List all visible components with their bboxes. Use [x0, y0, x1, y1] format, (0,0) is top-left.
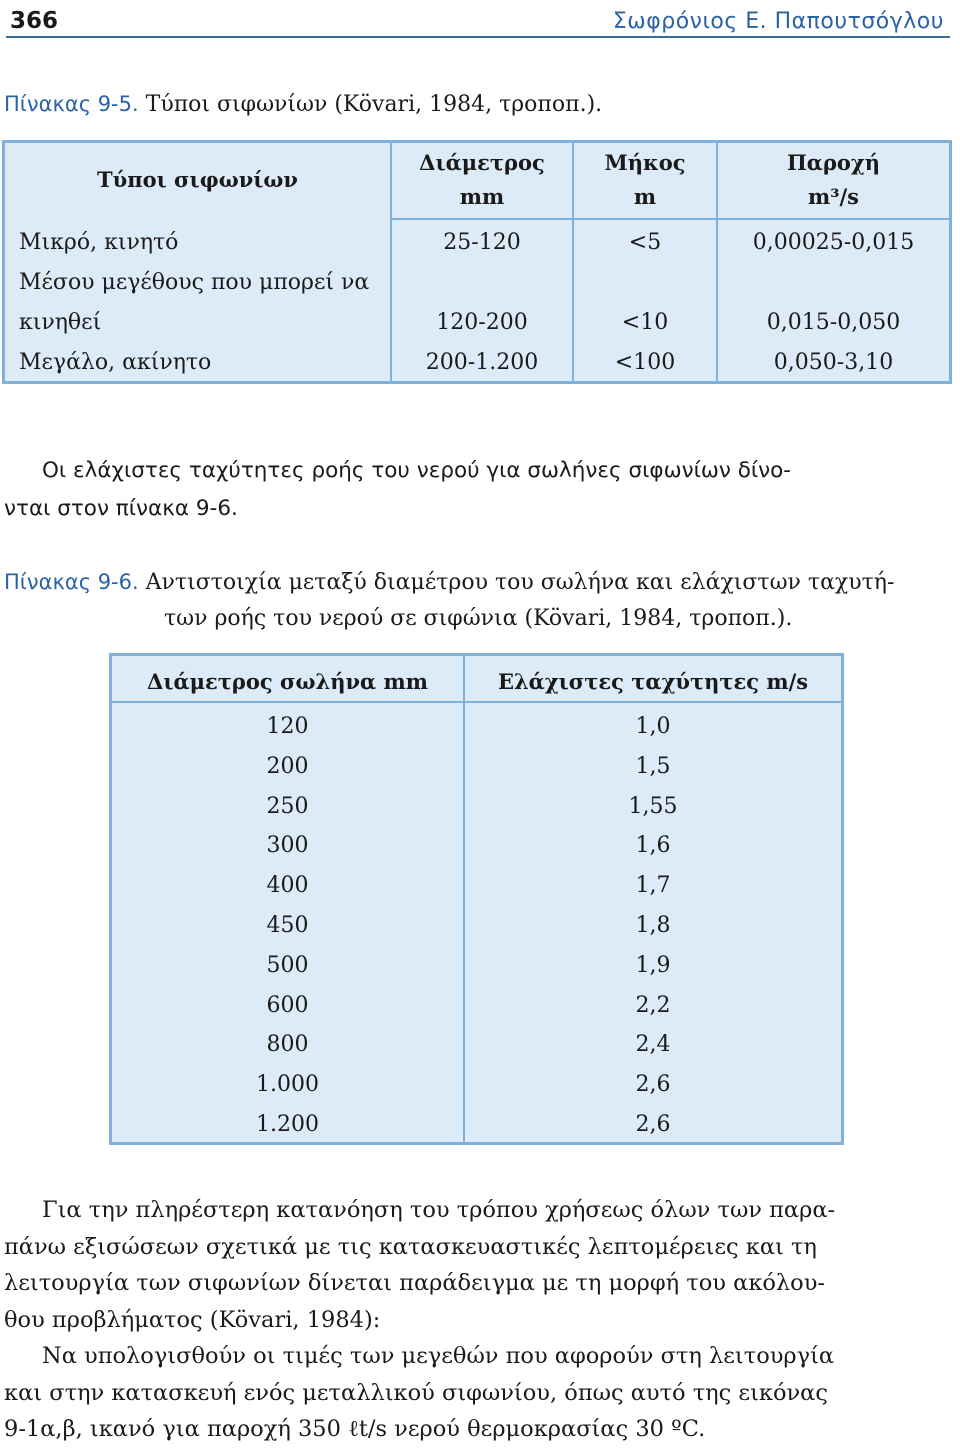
- pipe-velocity-table: [109, 653, 844, 1145]
- table1-cell-type: Μεγάλο, ακίνητο: [19, 350, 212, 375]
- intro-line: νται στον πίνακα 9-6.: [4, 496, 238, 521]
- table1-cell-length: <5: [628, 230, 662, 255]
- table1-cell-type: Μικρό, κινητό: [19, 230, 179, 255]
- table1-cell-diameter: 200-1.200: [425, 350, 539, 375]
- table2-caption-line2: των ροής του νερού σε σιφώνια (Kövari, 1984, τροποπ.).: [164, 606, 793, 631]
- table2-cell-velocity: 1,6: [635, 833, 671, 859]
- table2-cell-diameter: 500: [266, 952, 309, 978]
- table2-header-diameter: Διάμετρος σωλήνα mm: [147, 669, 428, 694]
- body-line: Για την πληρέστερη κατανόηση του τρόπου χρήσεως όλων των παρα-: [42, 1197, 836, 1223]
- table1-header-diameter: Διάμετρος mm: [419, 150, 545, 209]
- table2-caption-line1: Αντιστοιχία μεταξύ διαμέτρου του σωλήνα και ελάχιστων ταχυτή-: [145, 570, 895, 595]
- table2-cell-velocity: 2,4: [635, 1032, 671, 1058]
- table1-cell-length: <100: [614, 350, 676, 375]
- table2-cell-diameter: 120: [266, 714, 309, 739]
- table2-caption-label: Πίνακας 9-6.: [4, 570, 139, 594]
- table1-cell-type-cont: κινηθεί: [19, 310, 102, 335]
- body-line: θου προβλήματος (Kövari, 1984):: [4, 1306, 381, 1333]
- table1-caption: [4, 86, 602, 123]
- table1-cell-diameter: 25-120: [443, 230, 521, 255]
- table2-cell-diameter: 450: [266, 913, 309, 938]
- table2-cell-velocity: 2,6: [635, 1112, 671, 1137]
- body-paragraph: [4, 1192, 954, 1448]
- table1-cell-flow: 0,00025-0,015: [752, 230, 915, 255]
- body-line: Να υπολογισθούν οι τιμές των μεγεθών που αφορούν στη λειτουργία: [42, 1343, 835, 1369]
- table2-header-velocity: Ελάχιστες ταχύτητες m/s: [497, 669, 809, 694]
- intro-line: Οι ελάχιστες ταχύτητες ροής του νερού για σωλήνες σιφωνίων δίνο-: [42, 458, 792, 483]
- table2-cell-diameter: 400: [266, 873, 309, 899]
- table2-cell-velocity: 1,9: [635, 952, 671, 978]
- table2-cell-diameter: 1.000: [256, 1072, 319, 1098]
- table2-cell-velocity: 1,5: [635, 753, 671, 779]
- table1-cell-length: <10: [621, 310, 669, 335]
- intro-paragraph: [4, 452, 954, 528]
- table2-caption: [4, 564, 954, 637]
- page-header: [6, 6, 950, 38]
- table1-header-type: Τύποι σιφωνίων: [97, 167, 298, 192]
- table2-header-rule: [112, 701, 841, 703]
- page-number: 366: [10, 8, 59, 34]
- table2-cell-diameter: 200: [266, 753, 309, 779]
- table1-header-length: Μήκος m: [604, 150, 686, 209]
- body-line: πάνω εξισώσεων σχετικά με τις κατασκευαστικές λεπτομέρειες και τη: [4, 1233, 817, 1260]
- table1-cell-diameter: 120-200: [436, 310, 528, 335]
- table1-cell-type: Μέσου μεγέθους που μπορεί να: [19, 270, 370, 295]
- table1-header-flow: Παροχή m³/s: [786, 150, 881, 209]
- running-head: Σωφρόνιος Ε. Παπουτσόγλου: [612, 9, 944, 34]
- table2-cell-diameter: 600: [266, 992, 309, 1018]
- body-line: και στην κατασκευή ενός μεταλλικού σιφωνίου, όπως αυτό της εικόνας: [4, 1379, 828, 1406]
- table2-cell-diameter: 300: [266, 833, 309, 859]
- table2-cell-velocity: 1,7: [635, 873, 671, 899]
- table1-cell-flow: 0,050-3,10: [773, 350, 894, 375]
- table2-cell-diameter: 1.200: [256, 1112, 319, 1137]
- table2-cell-diameter: 800: [266, 1032, 309, 1058]
- table2-cell-velocity: 2,6: [635, 1072, 671, 1098]
- siphon-types-table: [2, 140, 952, 384]
- table2-cell-diameter: 250: [266, 793, 309, 819]
- body-line: 9-1α,β, ικανό για παροχή 350 ℓt/s νερού θερμοκρασίας 30 ºC.: [4, 1416, 706, 1442]
- table1-caption-text: Τύποι σιφωνίων (Kövari, 1984, τροποπ.).: [145, 92, 603, 117]
- table1-cell-flow: 0,015-0,050: [766, 310, 901, 335]
- table2-cell-velocity: 1,0: [635, 714, 671, 739]
- table2-cell-velocity: 1,8: [635, 913, 671, 938]
- table2-cell-velocity: 2,2: [635, 992, 671, 1018]
- table2-cell-velocity: 1,55: [628, 793, 678, 819]
- table1-caption-label: Πίνακας 9-5.: [4, 92, 139, 116]
- body-line: λειτουργία των σιφωνίων δίνεται παράδειγμα με τη μορφή του ακόλου-: [4, 1270, 826, 1296]
